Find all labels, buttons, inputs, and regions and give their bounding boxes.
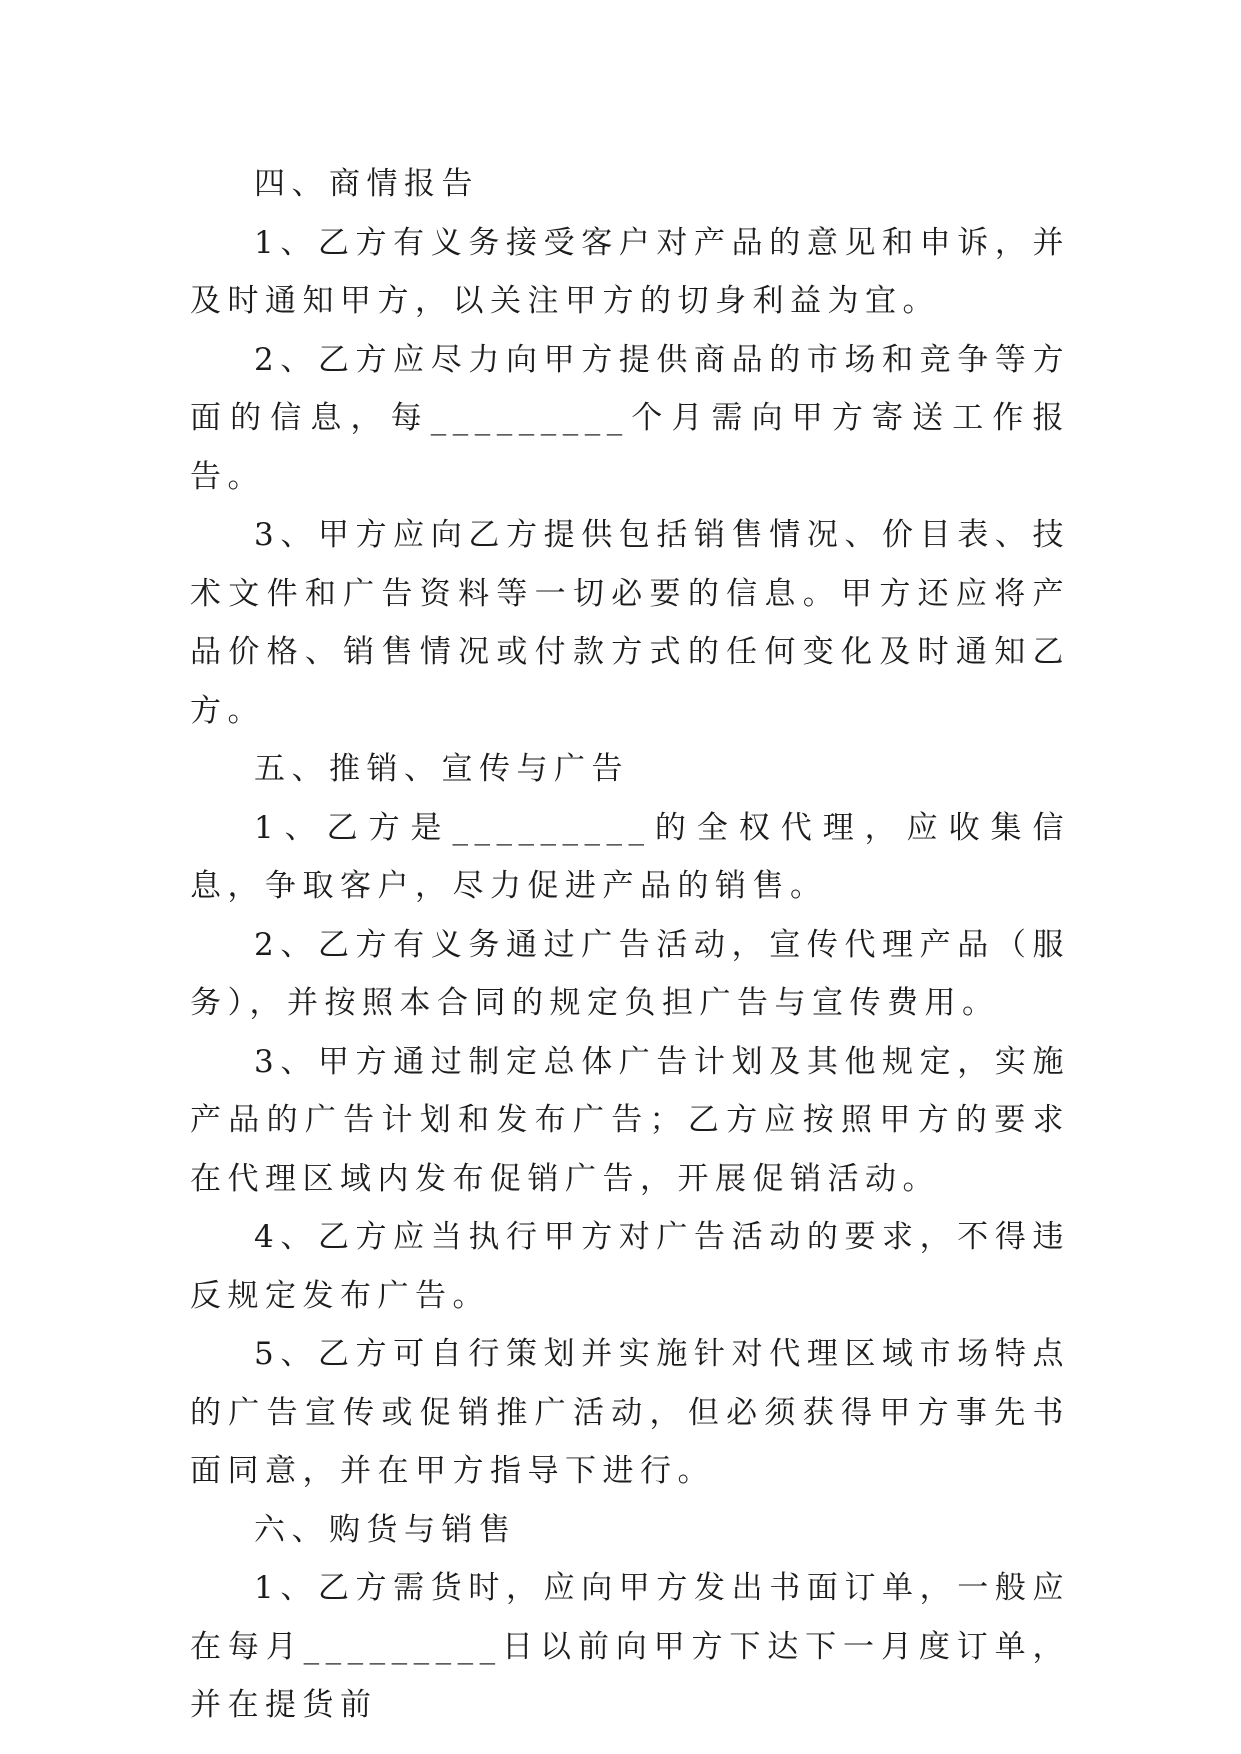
clause-5-1: 1、乙方是_________的全权代理，应收集信息，争取客户，尽力促进产品的销售。 [190,809,1070,904]
clause-5-3: 3、甲方通过制定总体广告计划及其他规定，实施产品的广告计划和发布广告；乙方应按照甲方的要求在代理区域内发布促销广告，开展促销活动。 [190,1043,1070,1197]
section-heading-4: 四、商情报告 [254,166,479,202]
clause-4-1: 1、乙方有义务接受客户对产品的意见和申诉，并及时通知甲方，以关注甲方的切身利益为宜。 [190,224,1070,319]
clause-5-2: 2、乙方有义务通过广告活动，宣传代理产品（服务），并按照本合同的规定负担广告与宣传费用。 [190,926,1070,1021]
clause-4-2: 2、乙方应尽力向甲方提供商品的市场和竞争等方面的信息，每_________个月需向甲方寄送工作报告。 [190,341,1070,495]
clause-5-5: 5、乙方可自行策划并实施针对代理区域市场特点的广告宣传或促销推广活动，但必须获得甲方事先书面同意，并在甲方指导下进行。 [190,1336,1070,1489]
clause-6-1: 1、乙方需货时，应向甲方发出书面订单，一般应在每月_________日以前向甲方下达下一月度订单，并在提货前 [190,1570,1070,1723]
document-body [190,155,1070,1735]
clause-5-4: 4、乙方应当执行甲方对广告活动的要求，不得违反规定发布广告。 [190,1219,1070,1314]
section-heading-6: 六、购货与销售 [254,1511,517,1548]
clause-4-3: 3、甲方应向乙方提供包括销售情况、价目表、技术文件和广告资料等一切必要的信息。甲方还应将产品价格、销售情况或付款方式的任何变化及时通知乙方。 [190,517,1070,729]
section-heading-5: 五、推销、宣传与广告 [254,751,629,787]
